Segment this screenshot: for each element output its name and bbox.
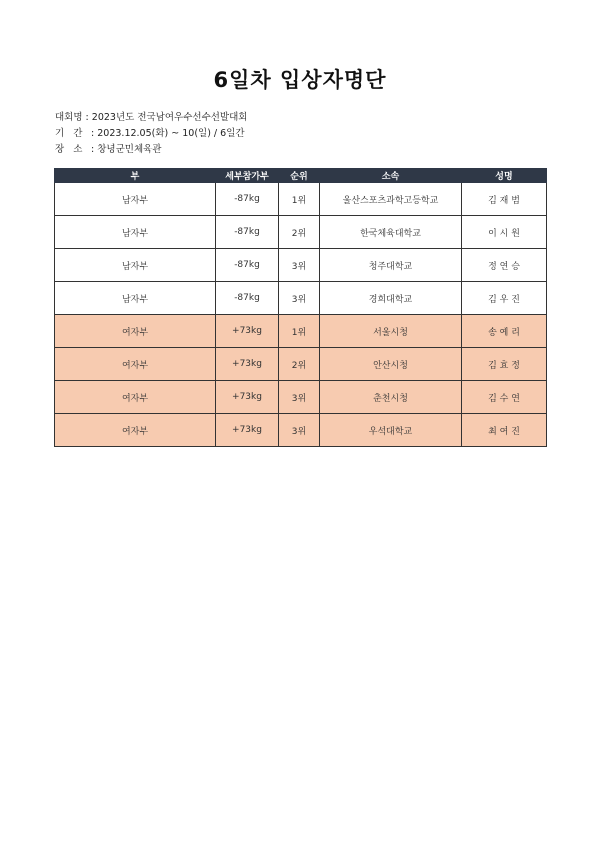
event-name-value: 2023년도 전국남여우수선수선발대회 — [91, 112, 248, 123]
table-row — [55, 381, 547, 414]
event-venue-value: 창녕군민체육관 — [97, 144, 162, 155]
cell-division: 여자부 — [55, 381, 216, 414]
cell-affiliation: 춘천시청 — [320, 381, 462, 414]
winners-table — [54, 168, 547, 447]
cell-division: 여자부 — [55, 315, 216, 348]
event-info — [55, 110, 247, 158]
header-affiliation: 소속 — [320, 169, 462, 183]
cell-rank: 3위 — [279, 414, 320, 447]
cell-category: -87kg — [216, 282, 279, 315]
cell-name: 김 재 범 — [462, 183, 547, 216]
table-row — [55, 249, 547, 282]
event-venue-label: 장 소 — [55, 144, 83, 155]
cell-rank: 1위 — [279, 315, 320, 348]
cell-division: 여자부 — [55, 348, 216, 381]
cell-category: +73kg — [216, 315, 279, 348]
cell-rank: 3위 — [279, 282, 320, 315]
cell-affiliation: 울산스포츠과학고등학교 — [320, 183, 462, 216]
cell-affiliation: 안산시청 — [320, 348, 462, 381]
cell-rank: 2위 — [279, 216, 320, 249]
cell-name: 정 연 승 — [462, 249, 547, 282]
cell-affiliation: 우석대학교 — [320, 414, 462, 447]
table-row — [55, 414, 547, 447]
header-rank: 순위 — [279, 169, 320, 183]
cell-rank: 3위 — [279, 249, 320, 282]
cell-affiliation: 경희대학교 — [320, 282, 462, 315]
event-name-sep: : — [82, 112, 92, 123]
cell-division: 남자부 — [55, 249, 216, 282]
event-name-line — [55, 110, 247, 126]
event-venue-sep: : — [88, 144, 98, 155]
cell-rank: 1위 — [279, 183, 320, 216]
event-period-label: 기 간 — [55, 128, 83, 139]
cell-affiliation: 청주대학교 — [320, 249, 462, 282]
table-row — [55, 216, 547, 249]
table-header-row — [55, 169, 547, 183]
table-row — [55, 315, 547, 348]
page-title: 6일차 입상자명단 — [213, 68, 387, 92]
cell-name: 김 효 정 — [462, 348, 547, 381]
cell-rank: 2위 — [279, 348, 320, 381]
cell-affiliation: 한국체육대학교 — [320, 216, 462, 249]
cell-category: -87kg — [216, 183, 279, 216]
cell-rank: 3위 — [279, 381, 320, 414]
cell-name: 이 시 원 — [462, 216, 547, 249]
cell-division: 남자부 — [55, 216, 216, 249]
cell-division: 남자부 — [55, 183, 216, 216]
cell-category: +73kg — [216, 348, 279, 381]
cell-division: 여자부 — [55, 414, 216, 447]
event-period-line — [55, 126, 247, 142]
cell-name: 김 우 진 — [462, 282, 547, 315]
header-name: 성명 — [462, 169, 547, 183]
cell-division: 남자부 — [55, 282, 216, 315]
event-period-sep: : — [88, 128, 98, 139]
cell-name: 김 수 연 — [462, 381, 547, 414]
table-row — [55, 348, 547, 381]
cell-category: -87kg — [216, 216, 279, 249]
event-name-label: 대회명 — [55, 112, 83, 123]
cell-category: +73kg — [216, 381, 279, 414]
event-venue-line — [55, 142, 247, 158]
cell-affiliation: 서울시청 — [320, 315, 462, 348]
header-category: 세부참가부 — [216, 169, 279, 183]
event-period-value: 2023.12.05(화) ~ 10(일) / 6일간 — [97, 128, 245, 139]
cell-name: 최 여 진 — [462, 414, 547, 447]
cell-name: 송 예 리 — [462, 315, 547, 348]
cell-category: +73kg — [216, 414, 279, 447]
table-row — [55, 183, 547, 216]
table-row — [55, 282, 547, 315]
cell-category: -87kg — [216, 249, 279, 282]
header-division: 부 — [55, 169, 216, 183]
